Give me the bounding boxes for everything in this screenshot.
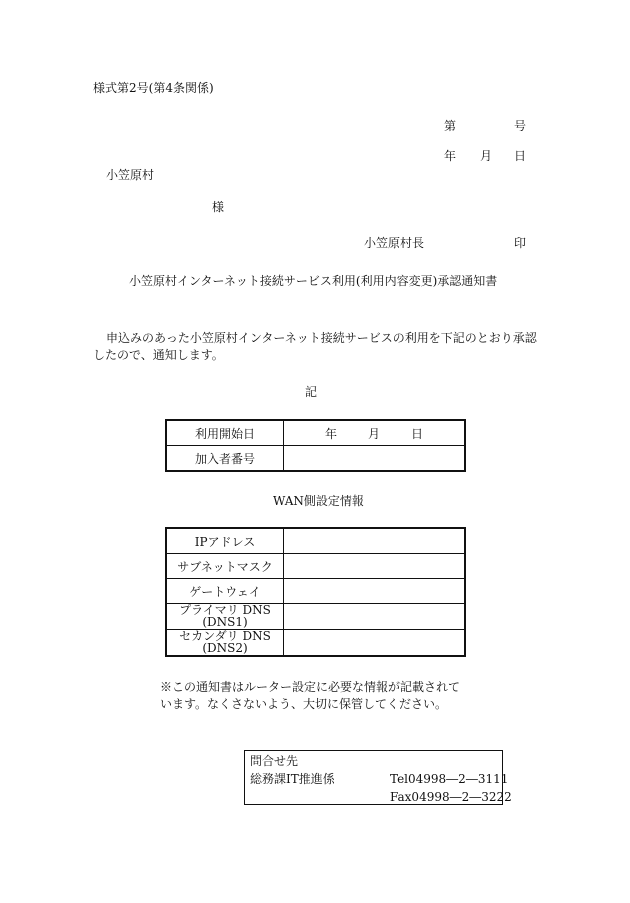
primary-dns-name: プライマリ DNS <box>179 603 271 617</box>
table-row <box>167 446 465 471</box>
recipient-suffix: 様 <box>212 200 225 214</box>
primary-dns-label <box>167 604 284 630</box>
wan-title: WAN側設定情報 <box>273 494 364 508</box>
start-date-year: 年 <box>325 427 338 441</box>
primary-dns-value <box>284 604 465 630</box>
subscriber-number-label: 加入者番号 <box>167 446 284 471</box>
secondary-dns-label <box>167 630 284 656</box>
table-row <box>167 421 465 446</box>
issuer-name: 小笠原村長 <box>364 236 425 250</box>
doc-number-suffix: 号 <box>514 119 527 133</box>
ki-label: 記 <box>305 385 318 399</box>
note-line-2: います。なくさないよう、大切に保管してください。 <box>160 697 448 711</box>
contact-dept: 総務課IT推進係 <box>250 772 335 786</box>
ip-address-value <box>284 529 465 554</box>
gateway-value <box>284 579 465 604</box>
start-date-day: 日 <box>411 427 424 441</box>
body-line-1: 申込みのあった小笠原村インターネット接続サービスの利用を下記のとおり承認 <box>106 331 537 345</box>
document-title: 小笠原村インターネット接続サービス利用(利用内容変更)承認通知書 <box>129 274 498 288</box>
ip-address-label: IPアドレス <box>167 529 284 554</box>
body-line-2: したので、通知します。 <box>93 348 224 362</box>
primary-dns-text <box>179 604 271 628</box>
secondary-dns-sub: (DNS2) <box>202 641 248 655</box>
table-row <box>167 579 465 604</box>
table-row <box>167 630 465 656</box>
table-row <box>167 529 465 554</box>
contact-tel: Tel04998―2―3111 <box>390 772 509 786</box>
subnet-mask-label: サブネットマスク <box>167 554 284 579</box>
subnet-mask-value <box>284 554 465 579</box>
contact-heading: 問合せ先 <box>250 754 299 768</box>
form-header: 様式第2号(第4条関係) <box>93 81 214 95</box>
note-line-1: ※この通知書はルーター設定に必要な情報が記載されて <box>160 680 461 694</box>
issuer-seal: 印 <box>514 236 527 250</box>
table-row <box>167 604 465 630</box>
doc-number-prefix: 第 <box>444 119 457 133</box>
secondary-dns-value <box>284 630 465 656</box>
date-day: 日 <box>514 149 527 163</box>
date-year: 年 <box>444 149 457 163</box>
recipient-org: 小笠原村 <box>106 168 155 182</box>
contact-fax: Fax04998―2―3222 <box>390 790 512 804</box>
subscriber-number-value <box>284 446 465 471</box>
start-date-month: 月 <box>368 427 381 441</box>
wan-table <box>166 528 465 656</box>
contact-box <box>244 750 512 805</box>
start-date-value <box>284 421 465 446</box>
date-month: 月 <box>480 149 493 163</box>
start-date-label: 利用開始日 <box>167 421 284 446</box>
table-row <box>167 554 465 579</box>
primary-dns-sub: (DNS1) <box>202 615 248 629</box>
gateway-label: ゲートウェイ <box>167 579 284 604</box>
start-info-table <box>166 420 465 471</box>
secondary-dns-name: セカンダリ DNS <box>179 629 271 643</box>
secondary-dns-text <box>179 630 271 654</box>
